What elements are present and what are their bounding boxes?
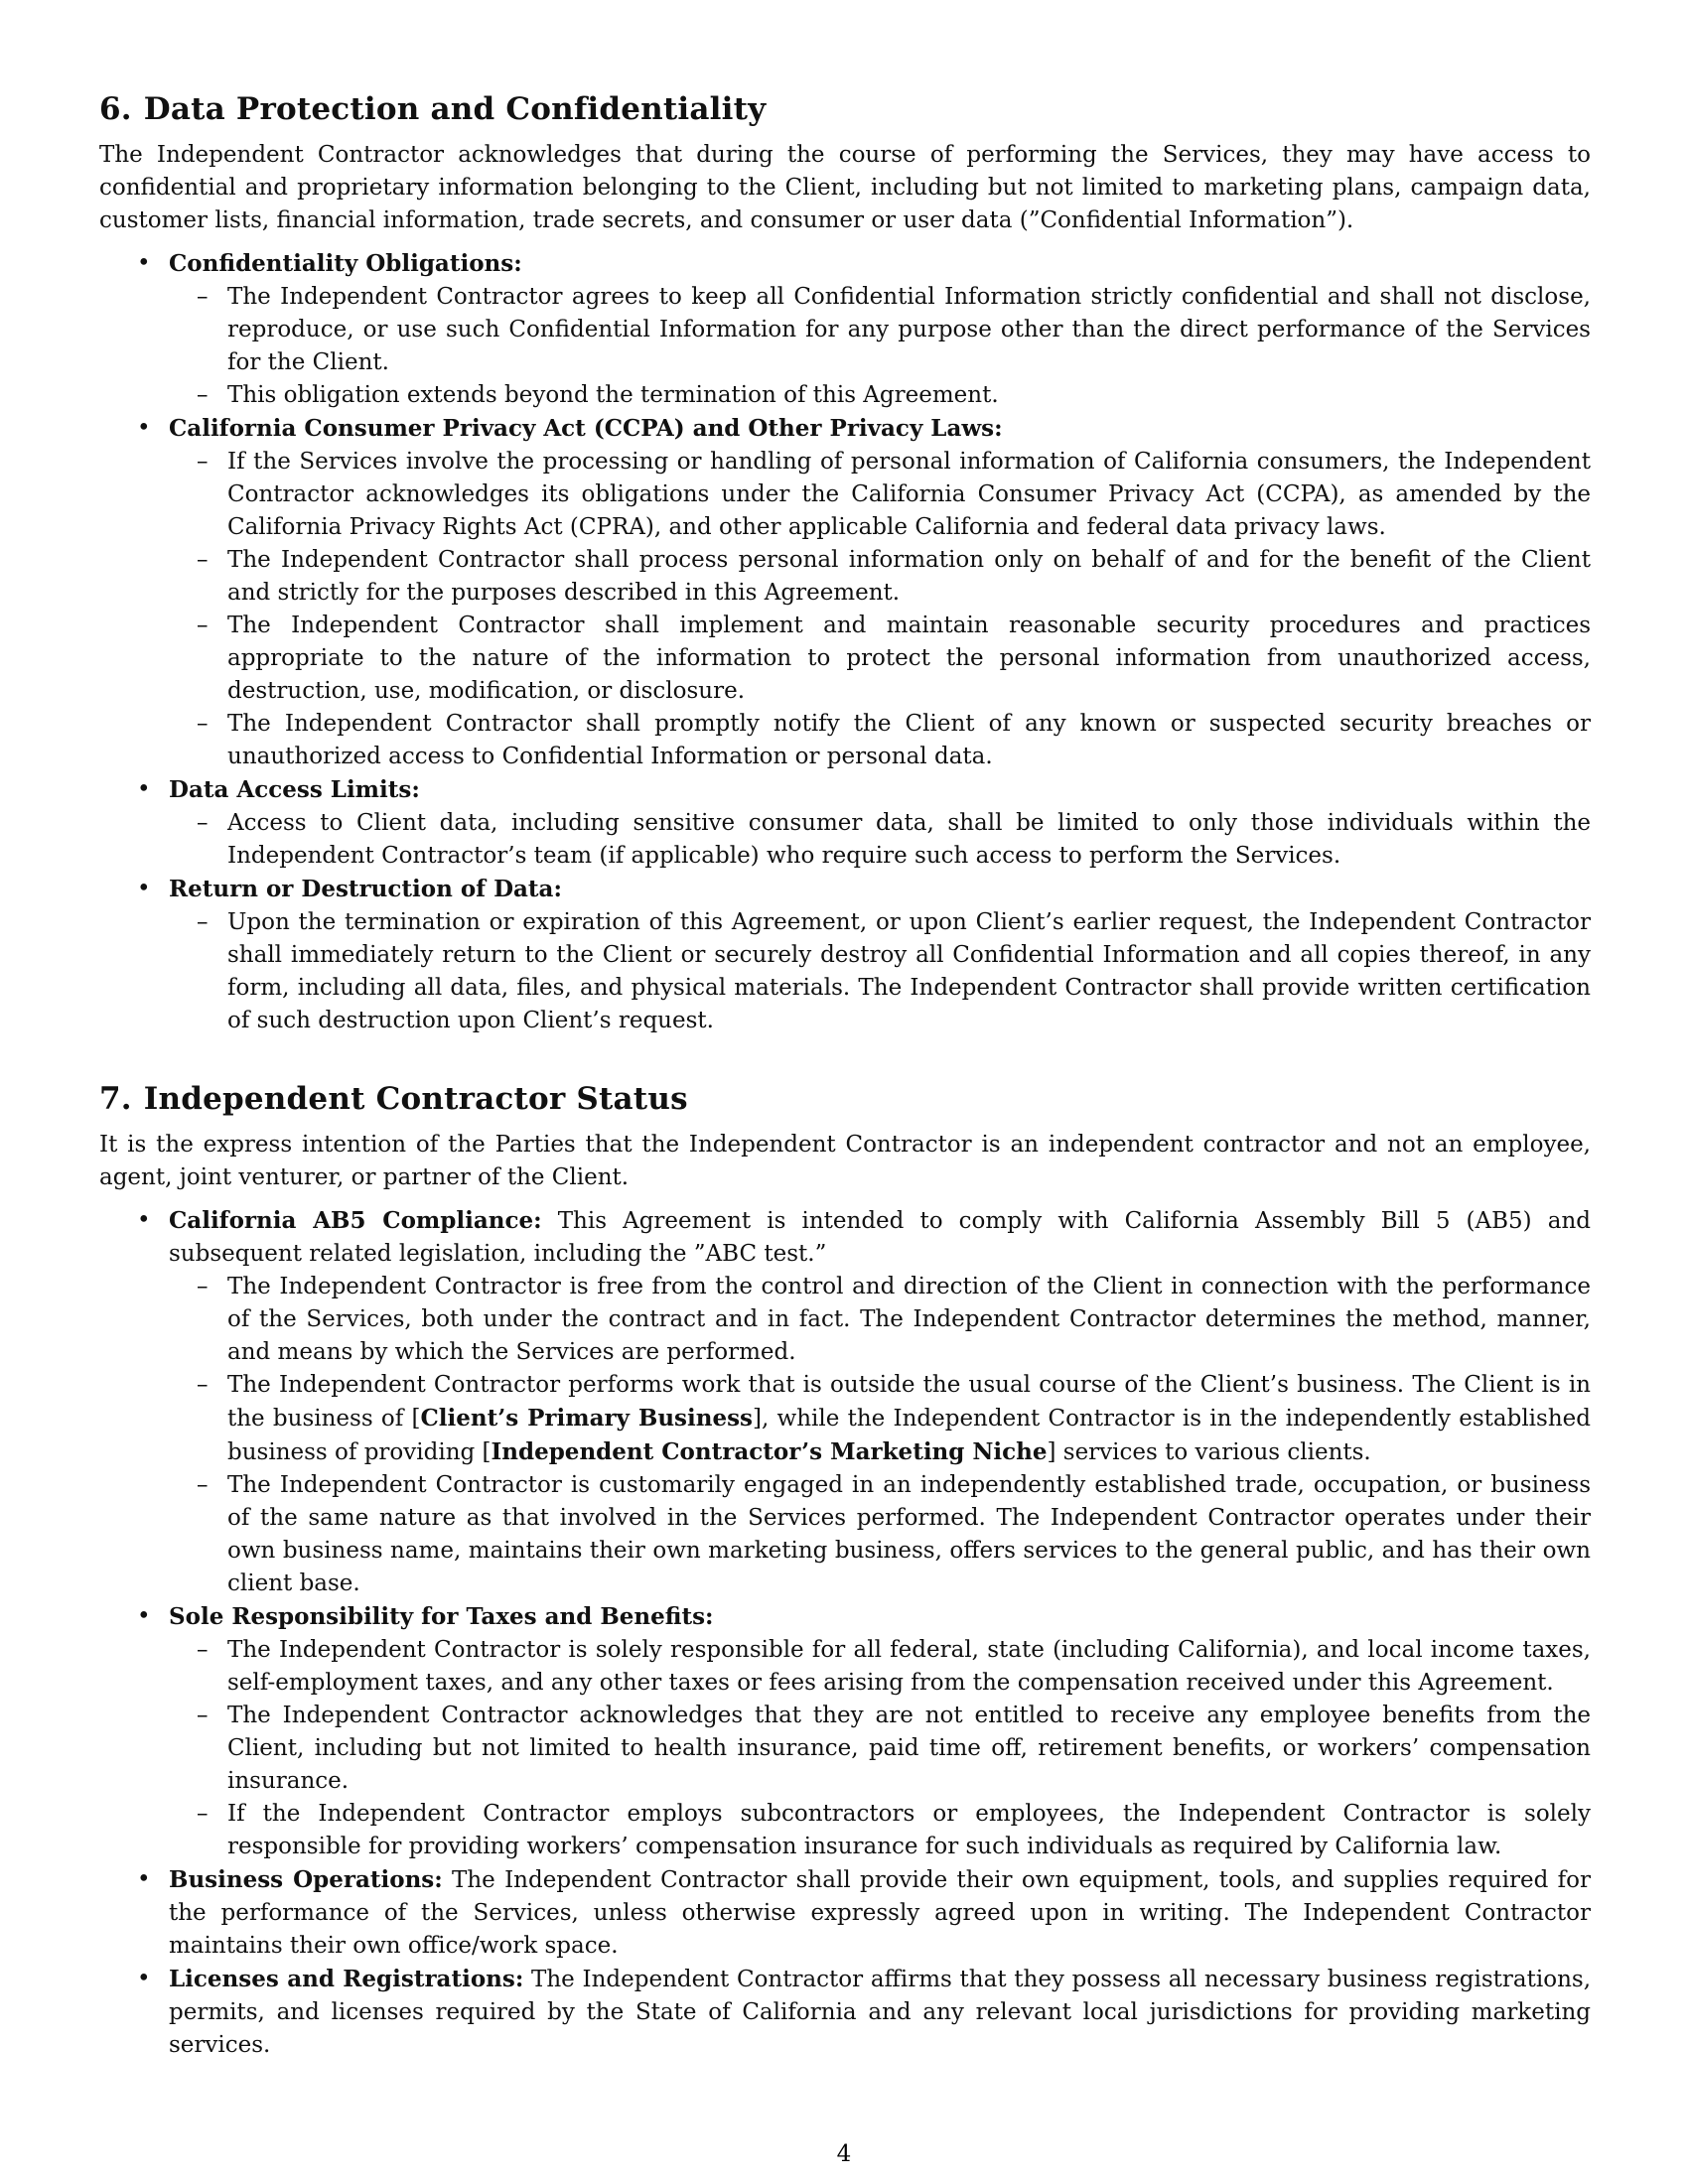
sub-item: – If the Independent Contractor employs subcontractors or employees, the Independent Contractor is solely responsible for providing workers’ compensation insurance for such individuals as required by California law. xyxy=(227,1798,1591,1863)
sub-item: – Access to Client data, including sensitive consumer data, shall be limited to only those individuals within the Independent Contractor’s team (if applicable) who require such access to perform the Services. xyxy=(227,807,1591,873)
page-number: 4 xyxy=(836,2141,852,2167)
section-7-list xyxy=(99,1204,1591,2062)
section-6-heading: 6. Data Protection and Confidentiality xyxy=(99,91,767,127)
dash-icon: – xyxy=(197,711,209,737)
section-7-intro: It is the express intention of the Parties that the Independent Contractor is an independent contractor and not an employee, agent, joint venturer, or partner of the Client. xyxy=(99,1132,1591,1190)
sub-item: – If the Services involve the processing or handling of personal information of California consumers, the Independent Contractor acknowledges its obligations under the California Consumer Privacy Act (CCPA), as amended by the California Privacy Rights Act (CPRA), and other applicable California and federal data privacy laws. xyxy=(227,446,1591,544)
item-heading: California AB5 Compliance: xyxy=(169,1207,542,1234)
list-item xyxy=(137,1600,1591,1863)
dash-icon: – xyxy=(197,1472,209,1498)
bullet-icon: • xyxy=(137,1966,151,1991)
dash-icon: – xyxy=(197,909,209,935)
item-heading: Sole Responsibility for Taxes and Benefits: xyxy=(169,1603,714,1630)
item-heading: California Consumer Privacy Act (CCPA) and Other Privacy Laws: xyxy=(169,415,1003,442)
item-heading: Licenses and Registrations: xyxy=(169,1966,524,1992)
item-text: The Independent Contractor affirms that they possess all necessary business registrations, permits, and licenses required by the State of California and any relevant local jurisdictions for providing marketing services. xyxy=(169,1967,1592,2058)
list-item xyxy=(137,1863,1591,1963)
dash-icon: – xyxy=(197,1372,209,1398)
dash-icon: – xyxy=(197,1703,209,1728)
sub-item: – Upon the termination or expiration of this Agreement, or upon Client’s earlier request, the Independent Contractor shall immediately return to the Client or securely destroy all Confidential Information and all copies thereof, in any form, including all data, files, and physical materials. The Independent Contractor shall provide written certification of such destruction upon Client’s request. xyxy=(227,906,1591,1037)
section-gap xyxy=(99,1037,1591,1079)
section-7-heading: 7. Independent Contractor Status xyxy=(99,1081,688,1117)
dash-icon: – xyxy=(197,284,209,310)
dash-icon: – xyxy=(197,810,209,836)
sub-item: – The Independent Contractor performs work that is outside the usual course of the Client’s business. The Client is in the business of [Client’s Primary Business], while the Independent Contractor is in the independently established business of providing [Independent Contractor’s Marketing Niche] services to various clients. xyxy=(227,1369,1591,1469)
dash-icon: – xyxy=(197,1637,209,1663)
item-heading: Confidentiality Obligations: xyxy=(169,250,522,277)
item-text: The Independent Contractor shall provide their own equipment, tools, and supplies required for the performance of the Services, unless otherwise expressly agreed upon in writing. The Independent Contractor maintains their own office/work space. xyxy=(169,1867,1591,1959)
sub-item: – The Independent Contractor shall process personal information only on behalf of and for the benefit of the Client and strictly for the purposes described in this Agreement. xyxy=(227,544,1591,610)
sub-item: – The Independent Contractor agrees to keep all Confidential Information strictly confidential and shall not disclose, reproduce, or use such Confidential Information for any purpose other than the direct performance of the Services for the Client. xyxy=(227,281,1591,379)
list-item xyxy=(137,1204,1591,1600)
section-6-list xyxy=(99,247,1591,1037)
placeholder-marketing-niche: Independent Contractor’s Marketing Niche xyxy=(491,1438,1048,1465)
sub-item: – The Independent Contractor is solely responsible for all federal, state (including California), and local income taxes, self-employment taxes, and any other taxes or fees arising from the compensation received under this Agreement. xyxy=(227,1634,1591,1700)
list-item xyxy=(137,247,1591,412)
sub-item: – The Independent Contractor is customarily engaged in an independently established trade, occupation, or business of the same nature as that involved in the Services performed. The Independent Contractor operates under their own business name, maintains their own marketing business, offers services to the general public, and has their own client base. xyxy=(227,1469,1591,1600)
sub-item: – This obligation extends beyond the termination of this Agreement. xyxy=(227,379,1591,412)
list-item xyxy=(137,412,1591,773)
bullet-icon: • xyxy=(137,1603,151,1629)
document-page xyxy=(99,89,1591,2062)
dash-icon: – xyxy=(197,613,209,638)
dash-icon: – xyxy=(197,1801,209,1827)
bullet-icon: • xyxy=(137,1866,151,1892)
list-item xyxy=(137,773,1591,873)
list-item xyxy=(137,873,1591,1037)
dash-icon: – xyxy=(197,547,209,573)
list-item xyxy=(137,1963,1592,2062)
placeholder-client-business: Client’s Primary Business xyxy=(420,1405,753,1432)
bullet-icon: • xyxy=(137,415,151,441)
bullet-icon: • xyxy=(137,250,151,276)
item-text: This Agreement is intended to comply with California Assembly Bill 5 (AB5) and subsequent related legislation, including the ”ABC test.” xyxy=(169,1208,1591,1267)
dash-icon: – xyxy=(197,382,209,408)
dash-icon: – xyxy=(197,449,209,475)
bullet-icon: • xyxy=(137,1207,151,1233)
sub-item: – The Independent Contractor shall implement and maintain reasonable security procedures and practices appropriate to the nature of the information to protect the personal information from unauthorized access, destruction, use, modification, or disclosure. xyxy=(227,610,1591,708)
item-heading: Data Access Limits: xyxy=(169,776,420,803)
sub-item: – The Independent Contractor is free from the control and direction of the Client in connection with the performance of the Services, both under the contract and in fact. The Independent Contractor determines the method, manner, and means by which the Services are performed. xyxy=(227,1271,1591,1369)
item-heading: Return or Destruction of Data: xyxy=(169,876,562,902)
item-heading: Business Operations: xyxy=(169,1866,443,1893)
sub-item: – The Independent Contractor shall promptly notify the Client of any known or suspected security breaches or unauthorized access to Confidential Information or personal data. xyxy=(227,708,1591,773)
section-6-intro: The Independent Contractor acknowledges that during the course of performing the Services, they may have access to confidential and proprietary information belonging to the Client, including but not limited to marketing plans, campaign data, customer lists, financial information, trade secrets, and consumer or user data (”Confidential Information”). xyxy=(99,142,1591,233)
dash-icon: – xyxy=(197,1274,209,1299)
bullet-icon: • xyxy=(137,776,151,802)
bullet-icon: • xyxy=(137,876,151,901)
sub-item: – The Independent Contractor acknowledges that they are not entitled to receive any employee benefits from the Client, including but not limited to health insurance, paid time off, retirement benefits, or workers’ compensation insurance. xyxy=(227,1700,1591,1798)
